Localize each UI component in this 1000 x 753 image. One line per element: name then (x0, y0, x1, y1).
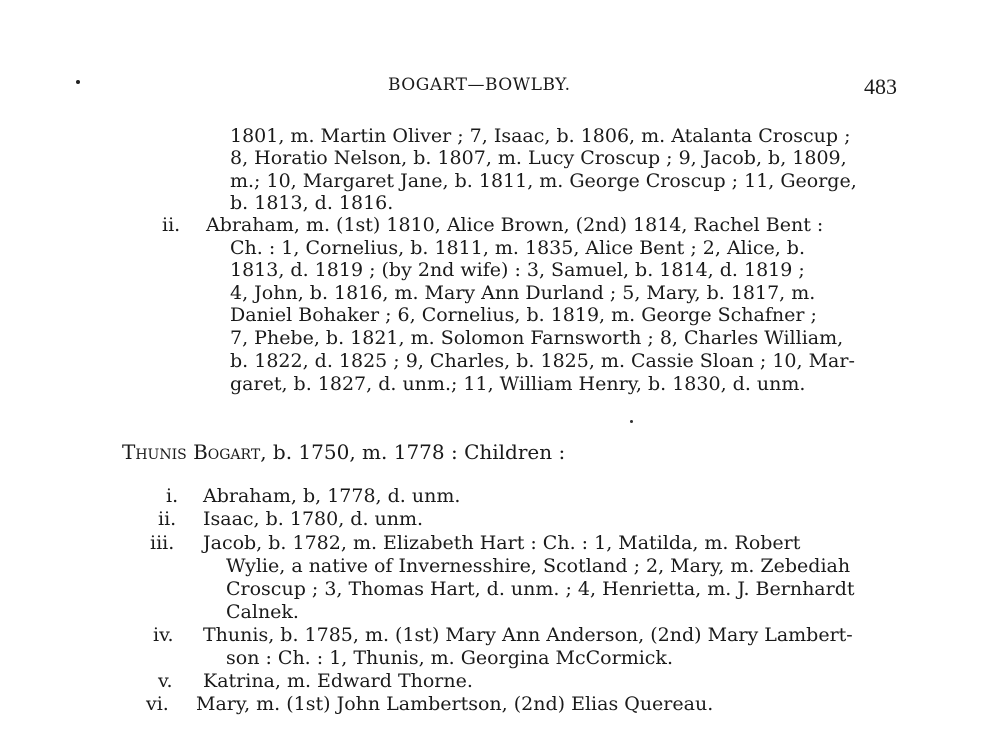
entry-numeral: i. (166, 485, 179, 507)
text-line: Daniel Bohaker ; 6, Cornelius, b. 1819, m. George Schafner ; (230, 304, 817, 326)
text-line: 4, John, b. 1816, m. Mary Ann Durland ; 5, Mary, b. 1817, m. (230, 282, 816, 304)
running-head: BOGART—BOWLBY. (388, 75, 571, 95)
separator-dot (630, 420, 633, 423)
text-line: Wylie, a native of Invernesshire, Scotland ; 2, Mary, m. Zebediah (226, 555, 851, 577)
text-line: Isaac, b. 1780, d. unm. (203, 508, 424, 530)
text-line: Mary, m. (1st) John Lambertson, (2nd) Elias Quereau. (196, 693, 714, 715)
text-line: b. 1813, d. 1816. (230, 192, 394, 214)
text-line: 1813, d. 1819 ; (by 2nd wife) : 3, Samuel, b. 1814, d. 1819 ; (230, 259, 805, 281)
heading-first-name: Thunis (122, 440, 187, 464)
entry-numeral: iii. (150, 532, 175, 554)
text-line: 1801, m. Martin Oliver ; 7, Isaac, b. 1806, m. Atalanta Croscup ; (230, 125, 851, 147)
text-line: Jacob, b. 1782, m. Elizabeth Hart : Ch. : 1, Matilda, m. Robert (203, 532, 801, 554)
heading-last-name: Bogart (193, 440, 261, 464)
text-line: son : Ch. : 1, Thunis, m. Georgina McCormick. (226, 647, 673, 669)
text-line: 8, Horatio Nelson, b. 1807, m. Lucy Croscup ; 9, Jacob, b, 1809, (230, 147, 847, 169)
text-line: Katrina, m. Edward Thorne. (203, 670, 473, 692)
text-line: Calnek. (226, 601, 299, 623)
page-number: 483 (864, 74, 897, 99)
text-line: Ch. : 1, Cornelius, b. 1811, m. 1835, Alice Bent ; 2, Alice, b. (230, 237, 805, 259)
entry-numeral: vi. (146, 693, 169, 715)
heading-rest: , b. 1750, m. 1778 : Children : (260, 440, 566, 464)
entry-numeral: ii. (162, 214, 181, 236)
entry-numeral: iv. (153, 624, 174, 646)
text-line: Thunis, b. 1785, m. (1st) Mary Ann Anderson, (2nd) Mary Lambert- (203, 624, 853, 646)
entry-numeral: ii. (158, 508, 177, 530)
margin-dot (76, 80, 80, 84)
entry-numeral: v. (158, 670, 173, 692)
text-line: garet, b. 1827, d. unm.; 11, William Henry, b. 1830, d. unm. (230, 373, 806, 395)
family-heading (122, 440, 565, 464)
text-line: 7, Phebe, b. 1821, m. Solomon Farnsworth ; 8, Charles William, (230, 327, 844, 349)
text-line: Abraham, b, 1778, d. unm. (203, 485, 461, 507)
text-line: b. 1822, d. 1825 ; 9, Charles, b. 1825, m. Cassie Sloan ; 10, Mar- (230, 350, 855, 372)
text-line: Croscup ; 3, Thomas Hart, d. unm. ; 4, Henrietta, m. J. Bernhardt (226, 578, 855, 600)
text-line: Abraham, m. (1st) 1810, Alice Brown, (2nd) 1814, Rachel Bent : (206, 214, 824, 236)
text-line: m.; 10, Margaret Jane, b. 1811, m. George Croscup ; 11, George, (230, 170, 857, 192)
